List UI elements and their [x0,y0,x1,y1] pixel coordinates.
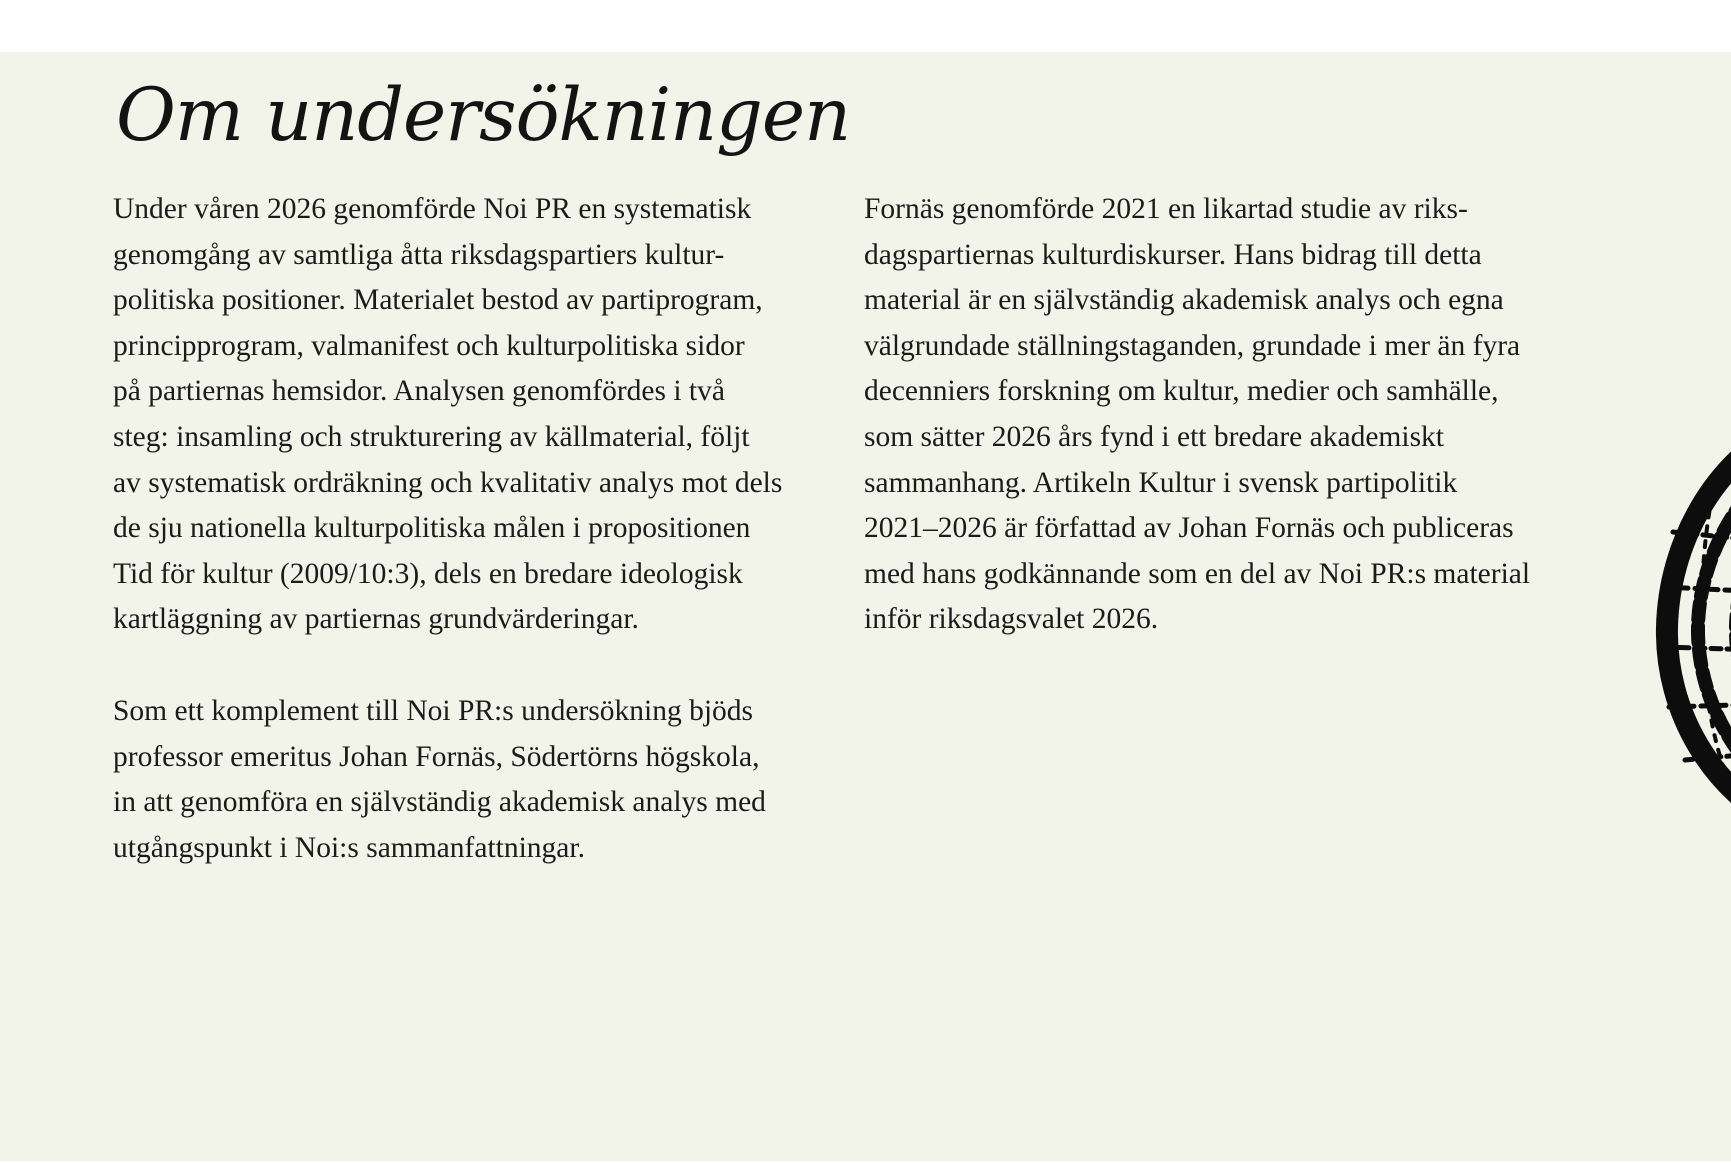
text-line: kartläggning av partiernas grundvärderingar. [113,603,639,636]
text-line: professor emeritus Johan Fornäs, Södertörns högskola, [113,740,760,773]
text-line: Tid för kultur (2009/10:3), dels en bredare ideologisk [113,557,743,590]
text-line: 2021–2026 är författad av Johan Fornäs och publiceras [864,512,1514,545]
document-page [0,52,1731,1161]
text-line: steg: insamling och strukturering av källmaterial, följt [113,420,750,453]
text-line: sammanhang. Artikeln Kultur i svensk partipolitik [864,466,1458,499]
text-line: av systematisk ordräkning och kvalitativ analys mot dels [113,466,783,499]
text-line: principprogram, valmanifest och kulturpolitiska sidor [113,329,745,362]
text-line: material är en självständig akademisk analys och egna [864,284,1504,317]
text-line: välgrundade ställningstaganden, grundade i mer än fyra [864,329,1521,362]
text-line: de sju nationella kulturpolitiska målen i propositionen [113,512,751,545]
text-line: utgångspunkt i Noi:s sammanfattningar. [113,831,585,864]
page-title: Om undersökningen [116,73,851,158]
text-line: på partiernas hemsidor. Analysen genomfördes i två [113,375,725,408]
text-line: inför riksdagsvalet 2026. [864,603,1159,636]
text-line: genomgång av samtliga åtta riksdagspartiers kultur- [113,238,725,271]
text-line: decenniers forskning om kultur, medier och samhälle, [864,375,1499,408]
paragraph-complement [113,689,833,871]
left-column [113,187,833,917]
text-line: Under våren 2026 genomförde Noi PR en systematisk [113,193,752,225]
globe-illustration [1655,422,1731,832]
text-line: politiska positioner. Materialet bestod av partiprogram, [113,284,763,317]
text-line: Som ett komplement till Noi PR:s undersökning bjöds [113,694,753,727]
paragraph-fornas [864,187,1584,643]
right-column [864,187,1584,689]
text-line: dagspartiernas kulturdiskurser. Hans bidrag till detta [864,238,1482,271]
text-line: med hans godkännande som en del av Noi PR:s material [864,557,1531,590]
text-line: in att genomföra en självständig akademisk analys med [113,786,766,819]
text-line: som sätter 2026 års fynd i ett bredare akademiskt [864,420,1444,453]
paragraph-method [113,187,833,643]
text-line: Fornäs genomförde 2021 en likartad studie av riks- [864,193,1468,225]
